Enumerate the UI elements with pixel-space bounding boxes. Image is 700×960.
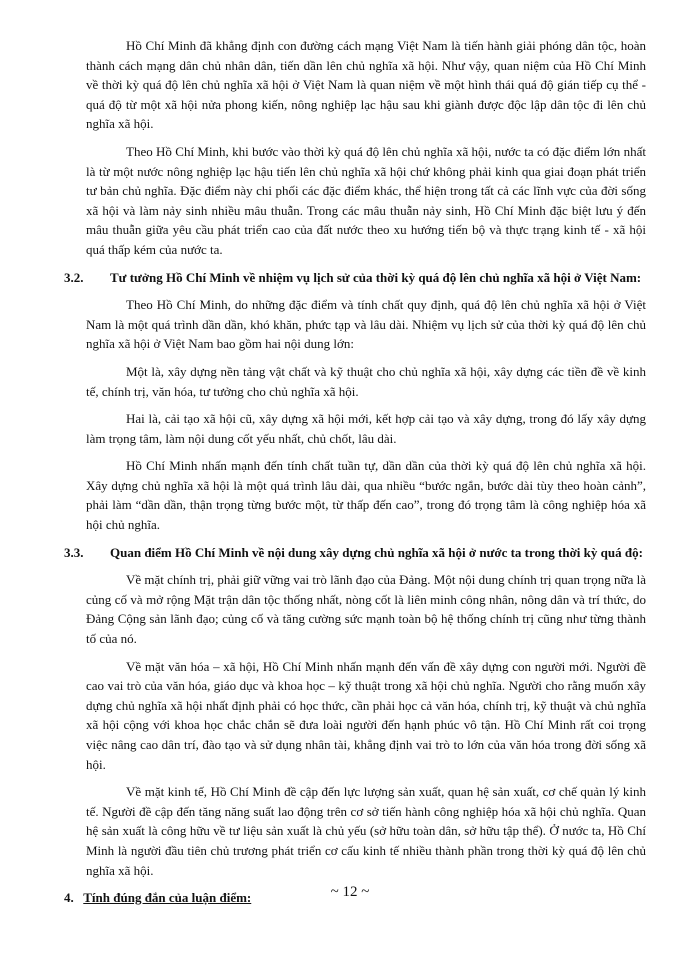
section-number: 3.2. (64, 269, 84, 285)
paragraph: Về mặt kinh tế, Hồ Chí Minh đề cập đến lực lượng sản xuất, quan hệ sản xuất, cơ chế quản lý kinh tế. Người đề cập đến tăng năng suất lao động trên cơ sở tiến hành công nghiệp hóa xã hội chủ nghĩa. Quan hệ sản xuất là công hữu về tư liệu sản xuất là chủ yếu (sở hữu toàn dân, sở hữu tập thể). Ở nước ta, Hồ Chí Minh là người đầu tiên chủ trương phát triển cơ cấu kinh tế nhiều thành phần trong thời kỳ quá độ lên chủ nghĩa xã hội. (86, 784, 646, 878)
section-title: Tư tưởng Hồ Chí Minh về nhiệm vụ lịch sử của thời kỳ quá độ lên chủ nghĩa xã hội ở Việt Nam: (110, 269, 642, 285)
section-number: 3.3. (64, 544, 84, 560)
document-page (64, 36, 646, 908)
paragraph: Một là, xây dựng nền tảng vật chất và kỹ thuật cho chủ nghĩa xã hội, xây dựng các tiền đề về kinh tế, chính trị, văn hóa, tư tưởng cho chủ nghĩa xã hội. (86, 363, 646, 399)
paragraph: Theo Hồ Chí Minh, khi bước vào thời kỳ quá độ lên chủ nghĩa xã hội, nước ta có đặc điểm lớn nhất là từ một nước nông nghiệp lạc hậu tiến lên chủ nghĩa xã hội chứ không phải kinh qua giai đoạn phát triển tư bản chủ nghĩa. Đặc điểm này chi phối các đặc điểm khác, thể hiện trong tất cả các lĩnh vực của đời sống xã hội và làm nảy sinh nhiều mâu thuẫn. Trong các mâu thuẫn nảy sinh, Hồ Chí Minh đặc biệt lưu ý đến mâu thuẫn giữa yêu cầu phát triển cao của đất nước theo xu hướng tiến bộ và thực trạng kinh tế - xã hội quá thấp kém của nước ta. (86, 143, 646, 257)
page-number: ~ 12 ~ (330, 884, 370, 900)
paragraph: Hồ Chí Minh đã khẳng định con đường cách mạng Việt Nam là tiến hành giải phóng dân tộc, hoàn thành cách mạng dân chủ nhân dân, tiến dần lên chủ nghĩa xã hội. Như vậy, quan niệm của Hồ Chí Minh về thời kỳ quá độ lên chủ nghĩa xã hội ở Việt Nam là quan niệm về một hình thái quá độ gián tiếp cụ thể - quá độ từ một xã hội nửa phong kiến, nông nghiệp lạc hậu sau khi giành được độc lập dân tộc đi lên chủ nghĩa xã hội. (86, 38, 646, 132)
section-number: 4. (64, 890, 74, 906)
section-title: Tính đúng đắn của luận điểm: (83, 890, 252, 906)
paragraph: Về mặt chính trị, phải giữ vững vai trò lãnh đạo của Đảng. Một nội dung chính trị quan trọng nữa là củng cố và mở rộng Mặt trận dân tộc thống nhất, nòng cốt là liên minh công nhân, nông dân và trí thức, do Đảng Cộng sản lãnh đạo; củng cố và tăng cường sức mạnh toàn bộ hệ thống chính trị cũng như từng thành tố của nó. (86, 572, 646, 647)
section-title: Quan điểm Hồ Chí Minh về nội dung xây dựng chủ nghĩa xã hội ở nước ta trong thời kỳ quá độ: (110, 544, 643, 560)
paragraph: Hồ Chí Minh nhấn mạnh đến tính chất tuần tự, dần dần của thời kỳ quá độ lên chủ nghĩa xã hội. Xây dựng chủ nghĩa xã hội là một quá trình lâu dài, qua nhiều “bước ngắn, bước dài tùy theo hoàn cảnh”, phải làm “dần dần, thận trọng từng bước một, từ thấp đến cao”, trong đó trọng tâm là công nghiệp hóa xã hội chủ nghĩa. (86, 458, 646, 533)
section-heading-3-2 (64, 268, 646, 288)
section-heading-3-3 (64, 543, 646, 563)
paragraph: Theo Hồ Chí Minh, do những đặc điểm và tính chất quy định, quá độ lên chủ nghĩa xã hội ở Việt Nam là một quá trình dần dần, khó khăn, phức tạp và lâu dài. Nhiệm vụ lịch sử của thời kỳ quá độ lên chủ nghĩa xã hội ở Việt Nam bao gồm hai nội dung lớn: (86, 297, 646, 352)
paragraph: Hai là, cải tạo xã hội cũ, xây dựng xã hội mới, kết hợp cải tạo và xây dựng, trong đó lấy xây dựng làm trọng tâm, làm nội dung cốt yếu nhất, chủ chốt, lâu dài. (86, 411, 646, 446)
paragraph: Về mặt văn hóa – xã hội, Hồ Chí Minh nhấn mạnh đến vấn đề xây dựng con người mới. Người đề cao vai trò của văn hóa, giáo dục và khoa học – kỹ thuật trong xã hội chủ nghĩa. Người cho rằng muốn xây dựng chủ nghĩa xã hội nhất định phải có học thức, cần phải học cả văn hóa, chính trị, kỹ thuật và chủ nghĩa xã hội cộng với khoa học chắc chắn sẽ đưa loài người đến hạnh phúc vô tận. Hồ Chí Minh rất coi trọng việc nâng cao dân trí, đào tạo và sử dụng nhân tài, khẳng định vai trò to lớn của văn hóa trong đời sống xã hội. (86, 658, 646, 772)
